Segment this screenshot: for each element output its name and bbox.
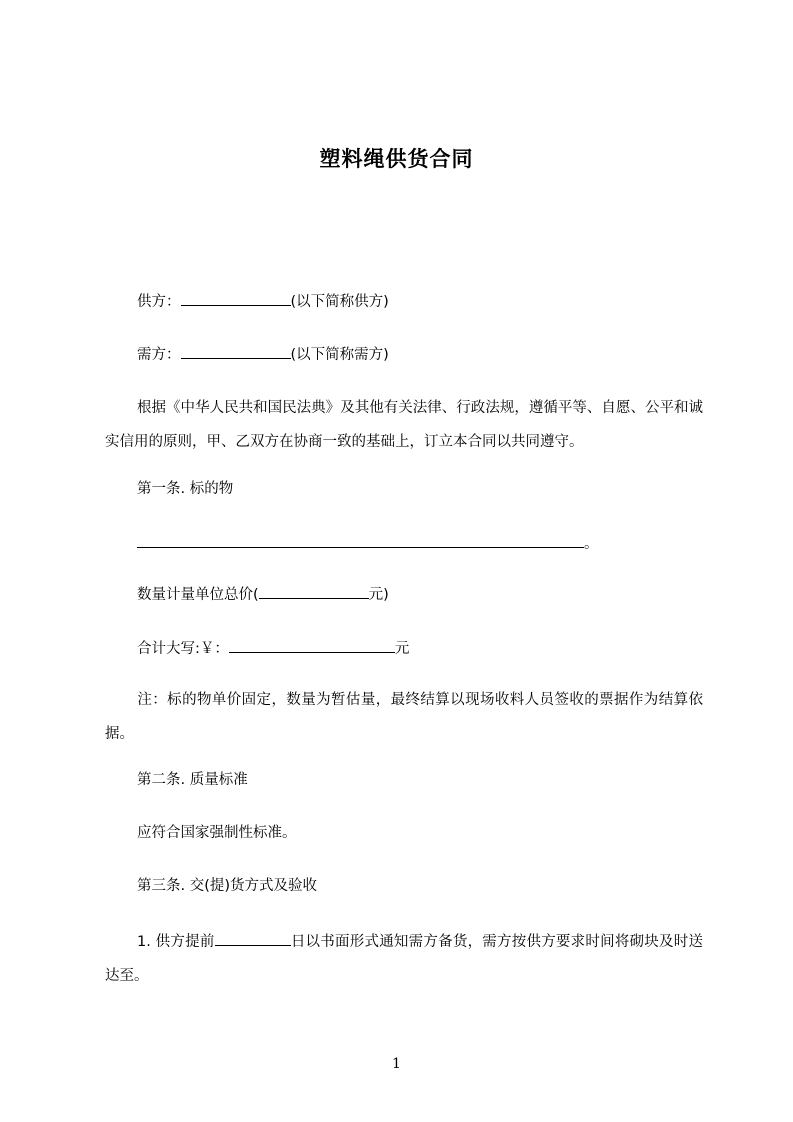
total-label: 合计大写:￥： [137,641,229,657]
page-number: 1 [392,1056,401,1072]
preamble-paragraph [105,391,703,459]
supplier-label: 供方： [137,294,181,310]
article2-heading: 第二条. 质量标准 [137,772,248,788]
total-blank [229,638,395,653]
total-suffix: 元 [394,641,410,657]
preamble-text: 根据《中华人民共和国民法典》及其他有关法律、行政法规，遵循平等、自愿、公平和诚实信用的原则，甲、乙双方在协商一致的基础上，订立本合同以共同遵守。 [105,400,703,450]
subject-matter-line [137,533,599,554]
columns-line [137,584,389,605]
columns-label: 数量计量单位总价( [137,587,259,603]
article3-item1-paragraph [105,925,703,993]
note-text: 注：标的物单价固定，数量为暂估量，最终结算以现场收料人员签收的票据作为结算依据。 [105,692,703,742]
price-blank [259,584,369,599]
subject-matter-end: 。 [584,536,599,552]
note-paragraph [105,683,703,751]
article3-heading: 第三条. 交(提)货方式及验收 [137,878,318,894]
subject-matter-blank [137,533,584,548]
supplier-blank [181,291,291,306]
buyer-label: 需方： [137,347,181,363]
article1-heading: 第一条. 标的物 [137,481,234,497]
document-title: 塑料绳供货合同 [319,147,474,171]
columns-suffix: 元) [368,587,389,603]
total-line [137,638,409,659]
buyer-suffix: (以下简称需方) [290,347,389,363]
buyer-line [137,344,389,365]
article3-item1-rest: 日以书面形式通知需方备货，需方按供方要求时间将砌块及时送达至。 [105,934,703,984]
supplier-line [137,291,389,312]
buyer-blank [181,344,291,359]
supplier-suffix: (以下简称供方) [290,294,389,310]
article3-item1-prefix: 1. 供方提前 [137,934,215,950]
days-blank [215,931,291,946]
article2-body: 应符合国家强制性标准。 [137,825,297,841]
